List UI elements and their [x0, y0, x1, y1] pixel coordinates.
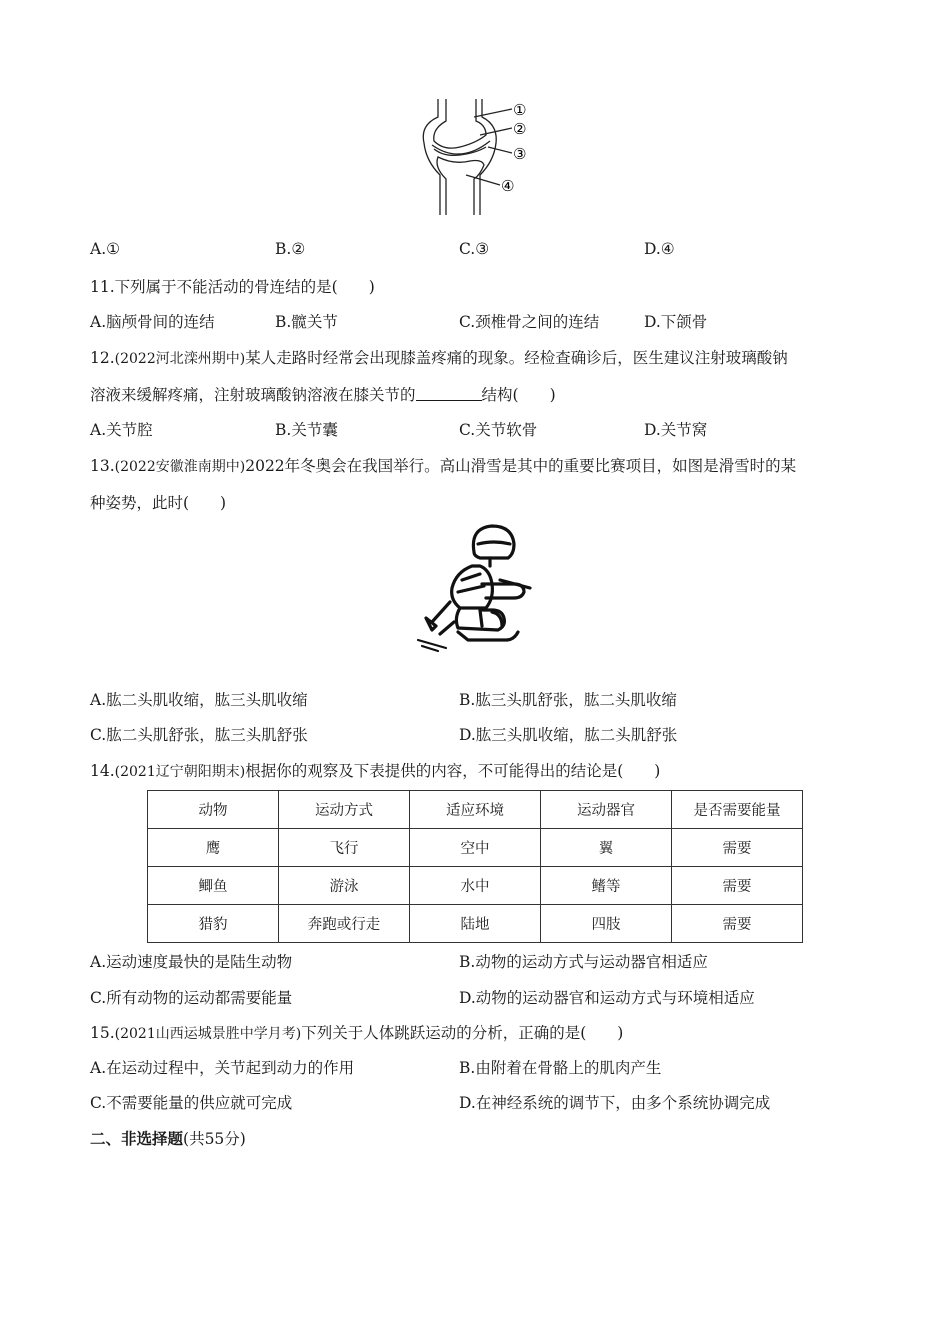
table-header-row — [148, 791, 803, 829]
table-cell: 需要 — [672, 905, 803, 943]
table-header-cell: 适应环境 — [410, 791, 541, 829]
table-header-cell: 运动器官 — [541, 791, 672, 829]
q14-option-c[interactable]: C.所有动物的运动都需要能量 — [90, 989, 293, 1007]
table-cell: 翼 — [541, 829, 672, 867]
q15-stem-line — [90, 1021, 623, 1043]
q11-stem: 11.下列属于不能活动的骨连结的是( ) — [90, 278, 375, 296]
q10-option-b[interactable]: B.② — [275, 240, 306, 258]
q15-stem-text: 下列关于人体跳跃运动的分析，正确的是( ) — [301, 1024, 624, 1042]
q13-option-d[interactable]: D.肱三头肌收缩，肱二头肌舒张 — [459, 726, 678, 744]
q11-option-c[interactable]: C.颈椎骨之间的连结 — [459, 313, 600, 331]
q15-option-d[interactable]: D.在神经系统的调节下，由多个系统协调完成 — [459, 1094, 771, 1112]
q14-option-a[interactable]: A.运动速度最快的是陆生动物 — [90, 953, 293, 971]
table-row — [148, 867, 803, 905]
table-cell: 需要 — [672, 867, 803, 905]
knee-label-4: ④ — [501, 177, 515, 195]
q13-stem-line2: 种姿势，此时( ) — [90, 494, 227, 512]
q13-stem-line1 — [90, 454, 796, 476]
q14-table — [147, 790, 803, 943]
table-cell: 水中 — [410, 867, 541, 905]
skier-figure — [410, 522, 545, 654]
q14-stem-line — [90, 759, 660, 781]
q11-option-a[interactable]: A.脑颅骨间的连结 — [90, 313, 215, 331]
table-header-cell: 运动方式 — [279, 791, 410, 829]
q15-option-a[interactable]: A.在运动过程中，关节起到动力的作用 — [90, 1059, 355, 1077]
knee-label-2: ② — [513, 120, 527, 138]
table-cell: 鲫鱼 — [148, 867, 279, 905]
q14-stem-text: 根据你的观察及下表提供的内容，不可能得出的结论是( ) — [245, 762, 661, 780]
q13-option-a[interactable]: A.肱二头肌收缩，肱三头肌收缩 — [90, 691, 308, 709]
q13-source: (2022安徽淮南期中) — [114, 459, 246, 475]
q10-option-c[interactable]: C.③ — [459, 240, 490, 258]
q12-stem-text1: 某人走路时经常会出现膝盖疼痛的现象。经检查确诊后，医生建议注射玻璃酸钠 — [245, 349, 788, 367]
table-cell: 飞行 — [279, 829, 410, 867]
table-cell: 鹰 — [148, 829, 279, 867]
q12-answer-blank — [416, 386, 482, 401]
q10-option-a[interactable]: A.① — [90, 240, 121, 258]
q14-option-b[interactable]: B.动物的运动方式与运动器官相适应 — [459, 953, 708, 971]
table-row — [148, 829, 803, 867]
q11-option-b[interactable]: B.髋关节 — [275, 313, 338, 331]
q11-option-d[interactable]: D.下颌骨 — [644, 313, 708, 331]
section2-note: (共55分) — [183, 1130, 246, 1148]
q15-number: 15. — [90, 1024, 115, 1042]
table-cell: 猎豹 — [148, 905, 279, 943]
table-cell: 四肢 — [541, 905, 672, 943]
q15-option-b[interactable]: B.由附着在骨骼上的肌肉产生 — [459, 1059, 662, 1077]
q12-source: (2022河北滦州期中) — [114, 351, 246, 367]
q13-option-c[interactable]: C.肱二头肌舒张，肱三头肌舒张 — [90, 726, 308, 744]
table-cell: 陆地 — [410, 905, 541, 943]
section2-heading — [90, 1127, 246, 1149]
q10-option-d[interactable]: D.④ — [644, 240, 675, 258]
q14-option-d[interactable]: D.动物的运动器官和运动方式与环境相适应 — [459, 989, 755, 1007]
q13-stem-text1: 2022年冬奥会在我国举行。高山滑雪是其中的重要比赛项目，如图是滑雪时的某 — [245, 457, 797, 475]
knee-joint-figure — [410, 95, 540, 220]
table-cell: 空中 — [410, 829, 541, 867]
q13-option-b[interactable]: B.肱三头肌舒张，肱二头肌收缩 — [459, 691, 677, 709]
q14-number: 14. — [90, 762, 115, 780]
q12-number: 12. — [90, 349, 115, 367]
table-cell: 奔跑或行走 — [279, 905, 410, 943]
table-header-cell: 动物 — [148, 791, 279, 829]
table-cell: 需要 — [672, 829, 803, 867]
knee-label-3: ③ — [513, 145, 527, 163]
table-row — [148, 905, 803, 943]
q12-stem-text2a: 溶液来缓解疼痛，注射玻璃酸钠溶液在膝关节的 — [90, 386, 416, 404]
q12-stem-text2b: 结构( ) — [481, 386, 556, 404]
q12-stem-line2 — [90, 383, 556, 405]
q12-option-a[interactable]: A.关节腔 — [90, 421, 153, 439]
table-cell: 鳍等 — [541, 867, 672, 905]
knee-label-1: ① — [513, 101, 527, 119]
q12-stem-line1 — [90, 346, 788, 368]
table-header-cell: 是否需要能量 — [672, 791, 803, 829]
q12-option-c[interactable]: C.关节软骨 — [459, 421, 538, 439]
q15-option-c[interactable]: C.不需要能量的供应就可完成 — [90, 1094, 293, 1112]
q12-option-d[interactable]: D.关节窝 — [644, 421, 708, 439]
q13-number: 13. — [90, 457, 115, 475]
table-cell: 游泳 — [279, 867, 410, 905]
q15-source: (2021山西运城景胜中学月考) — [114, 1026, 302, 1042]
section2-title: 二、非选择题 — [90, 1129, 184, 1148]
q12-option-b[interactable]: B.关节囊 — [275, 421, 338, 439]
q14-source: (2021辽宁朝阳期末) — [114, 764, 246, 780]
